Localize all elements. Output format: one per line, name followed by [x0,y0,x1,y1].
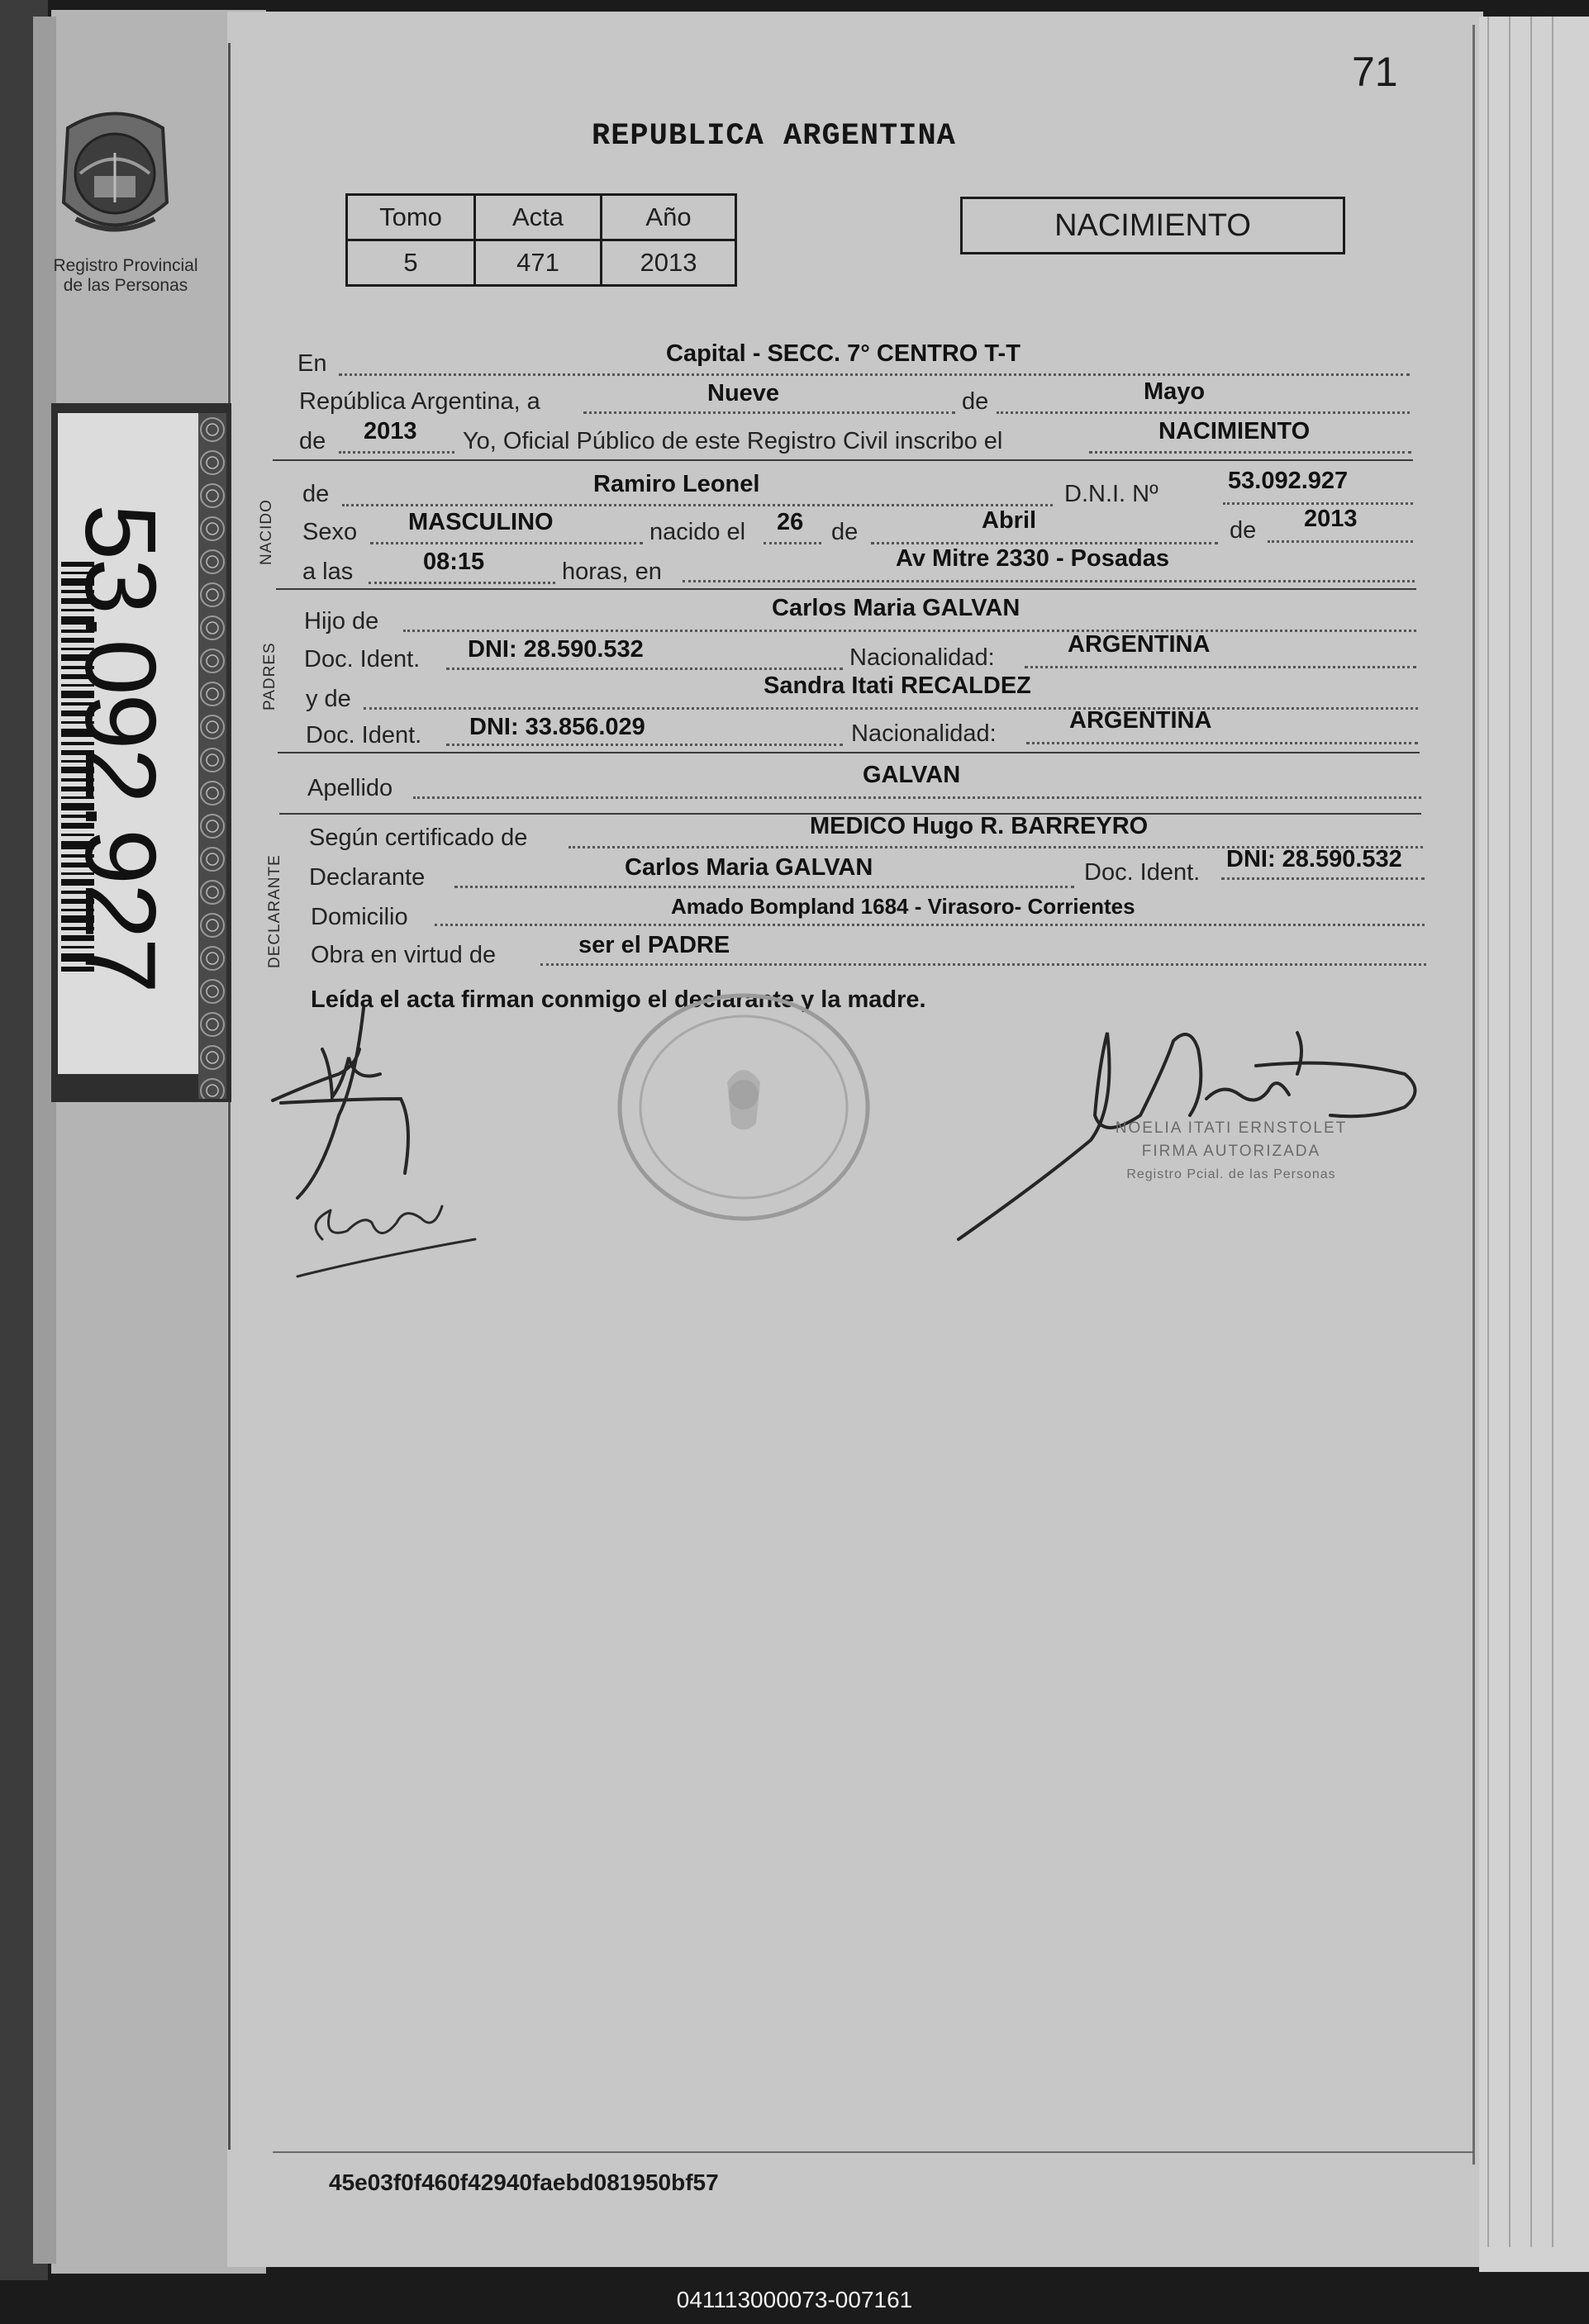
year-value: 2013 [364,418,417,444]
stamp-office: Registro Pcial. de las Personas [1126,1167,1336,1181]
record-table-header: Tomo [347,195,475,240]
month-value: Mayo [1144,378,1206,405]
nacionalidad-label: Nacionalidad: [851,720,997,747]
apellido-label: Apellido [307,775,393,801]
left-page-edge [33,17,56,2264]
nacionalidad-label: Nacionalidad: [849,644,995,671]
father-name-value: Carlos Maria GALVAN [772,595,1020,621]
dotted-line [364,707,1418,710]
birth-time-value: 08:15 [423,549,485,575]
dotted-line [446,668,843,670]
registry-label [43,256,208,296]
birth-day-value: 26 [777,509,804,535]
domicilio-label: Domicilio [311,904,408,930]
record-table-cell: 5 [347,240,475,286]
stamp-official-name: NOELIA ITATI ERNSTOLET [1115,1119,1348,1137]
official-stamp-text [1074,1117,1388,1186]
record-table-header-row [347,195,736,240]
dotted-line [339,373,1410,376]
dotted-line [683,580,1415,582]
mother-name-value: Sandra Itati RECALDEZ [764,672,1031,699]
dotted-line [1026,742,1418,744]
record-table-cell: 471 [475,240,602,286]
record-table-value-row [347,240,736,286]
de-label: de [962,388,989,415]
dotted-line [454,886,1074,888]
section-separator [278,752,1420,753]
sexo-label: Sexo [302,519,358,545]
a-las-label: a las [302,558,354,585]
sexo-value: MASCULINO [408,509,554,535]
birth-year-value: 2013 [1304,506,1358,532]
mother-nationality-value: ARGENTINA [1069,707,1212,734]
dotted-line [997,411,1410,414]
y-de-label: y de [306,686,351,712]
doc-ident-label: Doc. Ident. [1084,859,1201,886]
doc-ident-label: Doc. Ident. [304,646,421,672]
dotted-line [339,451,454,454]
dotted-line [1223,502,1413,505]
page-border-right [1472,25,1475,2165]
record-table-cell: 2013 [602,240,736,286]
declarant-name-value: Carlos Maria GALVAN [625,854,873,881]
page-edge-line [1530,17,1532,2247]
horas-label: horas, en [562,558,662,585]
section-label-padres: PADRES [261,642,278,711]
declarant-doc-value: DNI: 28.590.532 [1226,846,1402,872]
dotted-line [764,542,821,544]
page-edge-line [1552,17,1553,2247]
section-label-nacido: NACIDO [258,499,275,565]
document-hash: 45e03f0f460f42940faebd081950bf57 [329,2170,719,2195]
mother-doc-value: DNI: 33.856.029 [469,714,645,740]
dotted-line [1025,666,1416,668]
dni-value: 53.092.927 [1228,468,1349,494]
doc-ident-label: Doc. Ident. [306,722,422,749]
record-table-header: Año [602,195,736,240]
dotted-line [370,542,643,544]
birth-place-value: Av Mitre 2330 - Posadas [896,545,1169,572]
closing-text: Leída el acta firman conmigo el declarante y la madre. [311,986,926,1013]
document-title: REPUBLICA ARGENTINA [592,119,956,154]
father-nationality-value: ARGENTINA [1068,631,1211,658]
declarant-signature [264,958,512,1289]
section-separator [273,459,1413,461]
child-name-value: Ramiro Leonel [593,471,760,497]
hijo-de-label: Hijo de [304,608,379,634]
surname-value: GALVAN [863,762,961,788]
father-doc-value: DNI: 28.590.532 [468,636,644,663]
sticker-dni-number [64,496,190,1041]
record-type-box: NACIMIENTO [960,197,1345,254]
en-label: En [297,350,327,377]
certificado-label: Según certificado de [309,825,528,851]
dotted-line [1089,451,1411,454]
nacido-label: nacido el [649,519,746,545]
record-table [345,193,737,287]
page-edge-line [1509,17,1511,2247]
round-stamp [611,991,901,1239]
right-page-stack [1479,17,1589,2272]
domicile-value: Amado Bompland 1684 - Virasoro- Corrientes [671,894,1135,919]
registry-label-line: Registro Provincial [53,256,198,275]
dotted-line [540,963,1426,966]
certificate-value: MEDICO Hugo R. BARREYRO [810,813,1149,839]
record-table-header: Acta [475,195,602,240]
page-number: 71 [1352,49,1398,95]
dotted-line [403,630,1416,632]
de-label: de [1230,517,1257,544]
page-border-bottom [273,2151,1475,2153]
dotted-line [1268,540,1413,543]
inscribe-value: NACIMIENTO [1158,418,1311,444]
obra-label: Obra en virtud de [311,942,497,968]
dotted-line [435,924,1425,926]
sticker-dni-text: 53.092.927 [64,504,177,992]
birth-month-value: Abril [982,507,1037,534]
dotted-line [1221,877,1425,880]
location-value: Capital - SECC. 7° CENTRO T-T [666,340,1020,367]
official-text: Yo, Oficial Público de este Registro Civil inscribo el [463,428,1003,454]
page-edge-line [1487,17,1489,2247]
stamp-role: FIRMA AUTORIZADA [1141,1143,1321,1160]
de-label: de [302,481,330,507]
dotted-line [342,504,1053,506]
dotted-line [413,796,1421,799]
dotted-line [369,582,555,584]
republica-label: República Argentina, a [299,388,540,415]
de-label: de [831,519,859,545]
section-label-declarante: DECLARANTE [266,854,283,968]
de-label: de [299,428,326,454]
declarante-label: Declarante [309,864,426,891]
section-separator [276,588,1416,590]
dotted-line [583,411,955,414]
dotted-line [446,744,843,746]
dni-label: D.N.I. Nº [1064,481,1158,507]
provincial-seal-logo [51,103,179,248]
sticker-guilloche-pattern [198,413,226,1099]
obra-value: ser el PADRE [578,932,730,958]
footer-code: 041113000073-007161 [676,2287,913,2312]
day-value: Nueve [707,380,780,406]
dotted-line [871,542,1218,544]
registry-label-line: de las Personas [63,276,188,295]
